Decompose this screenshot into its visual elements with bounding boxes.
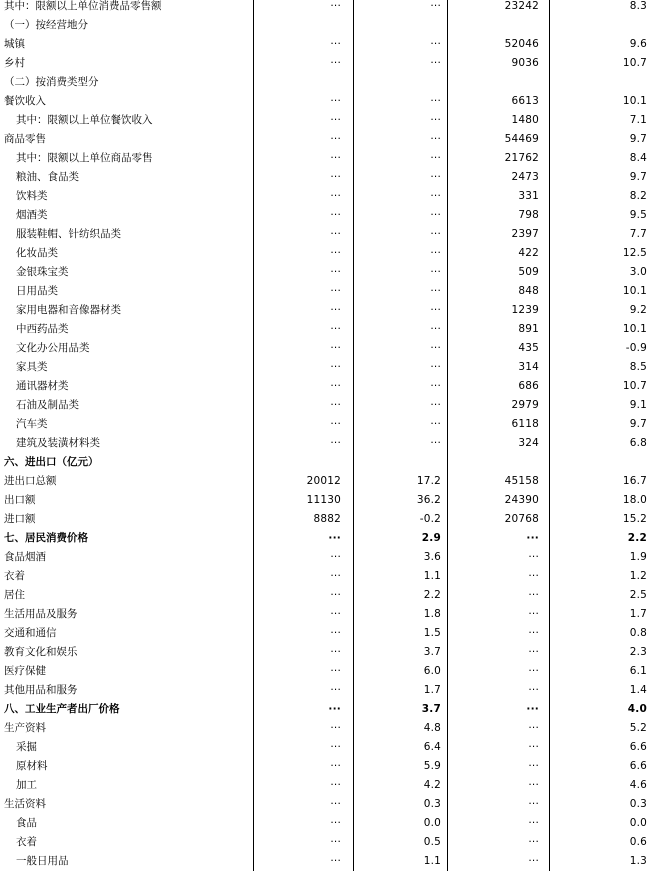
table-row [0,263,655,282]
value-col-1: 8882 [253,510,353,529]
value-col-2: ··· [353,168,447,187]
row-label: 原材料 [16,760,48,772]
value-col-2: ··· [353,434,447,453]
row-label: 城镇 [4,38,25,50]
table-row [0,35,655,54]
value-col-4: 0.8 [549,624,655,643]
value-col-1: ··· [253,795,353,814]
value-col-1: ··· [253,719,353,738]
value-col-1: ··· [253,282,353,301]
table-row [0,225,655,244]
value-col-4: 12.5 [549,244,655,263]
table-row [0,0,655,16]
value-col-1: ··· [253,586,353,605]
value-col-1: ··· [253,662,353,681]
row-label: 其中：限额以上单位餐饮收入 [16,114,153,126]
value-col-3: ··· [447,605,549,624]
table-row [0,415,655,434]
value-col-2: ··· [353,149,447,168]
value-col-3: 848 [447,282,549,301]
value-col-4: 6.6 [549,757,655,776]
value-col-2: ··· [353,358,447,377]
table-row [0,548,655,567]
value-col-4: 7.1 [549,111,655,130]
row-label: 交通和通信 [4,627,57,639]
value-col-2: 6.4 [353,738,447,757]
value-col-2: 1.1 [353,852,447,871]
value-col-2: 1.1 [353,567,447,586]
row-label: 烟酒类 [16,209,48,221]
row-label: （一）按经营地分 [4,19,88,31]
value-col-3 [447,73,549,92]
value-col-2: 5.9 [353,757,447,776]
value-col-3: 6613 [447,92,549,111]
value-col-3: 435 [447,339,549,358]
value-col-4: 1.4 [549,681,655,700]
value-col-1: ··· [253,567,353,586]
row-label: 餐饮收入 [4,95,46,107]
value-col-3: ··· [447,852,549,871]
value-col-4: 7.7 [549,225,655,244]
row-label: 饮料类 [16,190,48,202]
value-col-4: 1.3 [549,852,655,871]
value-col-1: ··· [253,681,353,700]
value-col-1: ··· [253,358,353,377]
value-col-2: 0.3 [353,795,447,814]
value-col-1: ··· [253,187,353,206]
value-col-1: ··· [253,339,353,358]
table-row [0,567,655,586]
table-row [0,149,655,168]
table-row [0,168,655,187]
table-row [0,719,655,738]
value-col-2: ··· [353,0,447,16]
value-col-1: ··· [253,225,353,244]
row-label: 进口额 [4,513,36,525]
value-col-1: ··· [253,263,353,282]
value-col-3: ··· [447,681,549,700]
value-col-4: 9.5 [549,206,655,225]
value-col-1: ··· [253,833,353,852]
value-col-4: 1.9 [549,548,655,567]
value-col-4: 10.1 [549,92,655,111]
table-row [0,681,655,700]
value-col-2: 3.6 [353,548,447,567]
value-col-2: 4.2 [353,776,447,795]
value-col-3: 20768 [447,510,549,529]
value-col-2: 2.9 [353,529,447,548]
value-col-4: 9.1 [549,396,655,415]
table-row [0,662,655,681]
table-row [0,396,655,415]
value-col-2: ··· [353,282,447,301]
value-col-1: ··· [253,852,353,871]
value-col-2: ··· [353,396,447,415]
value-col-4: 6.8 [549,434,655,453]
table-row [0,320,655,339]
value-col-2: ··· [353,244,447,263]
value-col-2: 3.7 [353,700,447,719]
value-col-2: ··· [353,187,447,206]
value-col-1: 20012 [253,472,353,491]
value-col-4: 8.5 [549,358,655,377]
row-label: 食品 [16,817,37,829]
value-col-3: ··· [447,529,549,548]
value-col-4: 1.2 [549,567,655,586]
row-label: 其中：限额以上单位商品零售 [16,152,153,164]
table-row [0,643,655,662]
table-row [0,377,655,396]
value-col-2: 17.2 [353,472,447,491]
row-label: 日用品类 [16,285,58,297]
value-col-2: ··· [353,339,447,358]
table-row [0,852,655,871]
value-col-1: ··· [253,320,353,339]
value-col-2: ··· [353,377,447,396]
value-col-3: 2397 [447,225,549,244]
value-col-3: ··· [447,757,549,776]
value-col-2: 4.8 [353,719,447,738]
value-col-1: ··· [253,206,353,225]
row-label: 建筑及装潢材料类 [16,437,100,449]
row-label: 生活用品及服务 [4,608,78,620]
value-col-3: 331 [447,187,549,206]
value-col-1: ··· [253,776,353,795]
value-col-2: ··· [353,263,447,282]
value-col-4: -0.9 [549,339,655,358]
row-label: 石油及制品类 [16,399,79,411]
value-col-2: ··· [353,92,447,111]
value-col-1: ··· [253,624,353,643]
table-row [0,776,655,795]
value-col-4: 3.0 [549,263,655,282]
row-label: 汽车类 [16,418,48,430]
value-col-4: 6.1 [549,662,655,681]
value-col-4: 10.1 [549,282,655,301]
value-col-4: 9.7 [549,130,655,149]
value-col-1: ··· [253,548,353,567]
value-col-3: ··· [447,795,549,814]
value-col-2: 1.5 [353,624,447,643]
row-label: 中西药品类 [16,323,69,335]
row-label: 医疗保健 [4,665,46,677]
value-col-3: ··· [447,548,549,567]
value-col-4: 16.7 [549,472,655,491]
value-col-2: ··· [353,415,447,434]
value-col-3: 2473 [447,168,549,187]
value-col-2 [353,73,447,92]
value-col-1: ··· [253,130,353,149]
value-col-3: 324 [447,434,549,453]
value-col-2: ··· [353,130,447,149]
value-col-1 [253,73,353,92]
table-row [0,738,655,757]
table-row [0,757,655,776]
table-row [0,491,655,510]
value-col-1: ··· [253,643,353,662]
row-label: 生活资料 [4,798,46,810]
value-col-4: 8.2 [549,187,655,206]
value-col-4: 2.2 [549,529,655,548]
table-row [0,244,655,263]
value-col-4: 5.2 [549,719,655,738]
value-col-3: ··· [447,586,549,605]
value-col-3: 24390 [447,491,549,510]
value-col-4: 8.4 [549,149,655,168]
value-col-4: 6.6 [549,738,655,757]
value-col-3: ··· [447,776,549,795]
value-col-1: ··· [253,244,353,263]
row-label: 六、进出口（亿元） [4,456,99,468]
value-col-4: 15.2 [549,510,655,529]
value-col-1: ··· [253,738,353,757]
table-row [0,301,655,320]
value-col-2 [353,16,447,35]
table-row [0,16,655,35]
row-label: 粮油、食品类 [16,171,79,183]
table-row [0,73,655,92]
value-col-3: ··· [447,700,549,719]
value-col-4: 10.1 [549,320,655,339]
value-col-3: ··· [447,624,549,643]
value-col-1: ··· [253,111,353,130]
value-col-2: 0.5 [353,833,447,852]
row-label: 进出口总额 [4,475,57,487]
value-col-3: ··· [447,643,549,662]
value-col-4: 9.7 [549,415,655,434]
table-row [0,795,655,814]
row-label: 食品烟酒 [4,551,46,563]
value-col-4 [549,73,655,92]
value-col-4: 18.0 [549,491,655,510]
value-col-4: 2.3 [549,643,655,662]
table-row [0,358,655,377]
value-col-1: ··· [253,168,353,187]
row-label: 生产资料 [4,722,46,734]
value-col-1 [253,453,353,472]
row-label: 金银珠宝类 [16,266,69,278]
value-col-4: 10.7 [549,377,655,396]
value-col-3: 6118 [447,415,549,434]
value-col-1: ··· [253,396,353,415]
value-col-3: 54469 [447,130,549,149]
value-col-4: 9.2 [549,301,655,320]
row-label: 商品零售 [4,133,46,145]
value-col-2: 3.7 [353,643,447,662]
value-col-1: ··· [253,605,353,624]
row-label: 加工 [16,779,37,791]
table-row [0,700,655,719]
value-col-3: 891 [447,320,549,339]
row-label: 教育文化和娱乐 [4,646,78,658]
table-row [0,206,655,225]
table-row [0,54,655,73]
value-col-2: 6.0 [353,662,447,681]
value-col-3: ··· [447,719,549,738]
value-col-1: ··· [253,149,353,168]
value-col-1: ··· [253,54,353,73]
row-label: 通讯器材类 [16,380,69,392]
value-col-3: 798 [447,206,549,225]
value-col-2: ··· [353,320,447,339]
row-label: 其中：限额以上单位消费品零售额 [4,0,162,12]
value-col-3: 1480 [447,111,549,130]
value-col-3: 509 [447,263,549,282]
value-col-4: 0.0 [549,814,655,833]
value-col-4: 9.6 [549,35,655,54]
row-label: （二）按消费类型分 [4,76,99,88]
value-col-2: 2.2 [353,586,447,605]
table-row [0,814,655,833]
value-col-4: 8.3 [549,0,655,16]
value-col-4: 9.7 [549,168,655,187]
value-col-3 [447,16,549,35]
table-row [0,339,655,358]
value-col-4 [549,453,655,472]
table-row [0,529,655,548]
value-col-2: ··· [353,301,447,320]
row-label: 家具类 [16,361,48,373]
row-label: 采掘 [16,741,37,753]
table-row [0,472,655,491]
value-col-2 [353,453,447,472]
value-col-1: ··· [253,700,353,719]
value-col-1: ··· [253,529,353,548]
value-col-3: 686 [447,377,549,396]
value-col-2: ··· [353,225,447,244]
row-label: 一般日用品 [16,855,69,867]
value-col-3: 21762 [447,149,549,168]
value-col-4: 1.7 [549,605,655,624]
value-col-2: 1.8 [353,605,447,624]
value-col-1: ··· [253,415,353,434]
value-col-1: ··· [253,377,353,396]
value-col-3: 52046 [447,35,549,54]
row-label: 服装鞋帽、针纺织品类 [16,228,121,240]
value-col-3: ··· [447,833,549,852]
value-col-4: 2.5 [549,586,655,605]
table-row [0,605,655,624]
row-label: 七、居民消费价格 [4,532,88,544]
table-row [0,510,655,529]
value-col-2: ··· [353,35,447,54]
value-col-3: 45158 [447,472,549,491]
value-col-2: ··· [353,111,447,130]
value-col-1: ··· [253,0,353,16]
row-label: 化妆品类 [16,247,58,259]
value-col-3: ··· [447,662,549,681]
value-col-3: ··· [447,567,549,586]
value-col-3 [447,453,549,472]
row-label: 衣着 [4,570,25,582]
table-row [0,130,655,149]
value-col-2: -0.2 [353,510,447,529]
table-row [0,586,655,605]
value-col-4: 10.7 [549,54,655,73]
value-col-3: 1239 [447,301,549,320]
row-label: 出口额 [4,494,36,506]
table-row [0,92,655,111]
value-col-3: 422 [447,244,549,263]
row-label: 家用电器和音像器材类 [16,304,121,316]
table-row [0,434,655,453]
value-col-4: 4.6 [549,776,655,795]
table-row [0,453,655,472]
row-label: 八、工业生产者出厂价格 [4,703,120,715]
row-label: 文化办公用品类 [16,342,90,354]
table-row [0,624,655,643]
value-col-4: 0.3 [549,795,655,814]
value-col-3: ··· [447,738,549,757]
value-col-3: 9036 [447,54,549,73]
value-col-2: 36.2 [353,491,447,510]
value-col-1 [253,16,353,35]
table-row [0,111,655,130]
value-col-1: ··· [253,301,353,320]
value-col-1: ··· [253,35,353,54]
row-label: 其他用品和服务 [4,684,78,696]
value-col-2: 0.0 [353,814,447,833]
table-row [0,187,655,206]
value-col-2: 1.7 [353,681,447,700]
row-label: 衣着 [16,836,37,848]
value-col-4: 0.6 [549,833,655,852]
row-label: 乡村 [4,57,25,69]
value-col-1: ··· [253,757,353,776]
table-row [0,282,655,301]
value-col-3: 23242 [447,0,549,16]
value-col-1: ··· [253,434,353,453]
value-col-2: ··· [353,54,447,73]
value-col-1: ··· [253,814,353,833]
value-col-3: 314 [447,358,549,377]
value-col-2: ··· [353,206,447,225]
value-col-3: 2979 [447,396,549,415]
value-col-4 [549,16,655,35]
value-col-3: ··· [447,814,549,833]
table-row [0,833,655,852]
value-col-1: ··· [253,92,353,111]
value-col-4: 4.0 [549,700,655,719]
row-label: 居住 [4,589,25,601]
value-col-1: 11130 [253,491,353,510]
